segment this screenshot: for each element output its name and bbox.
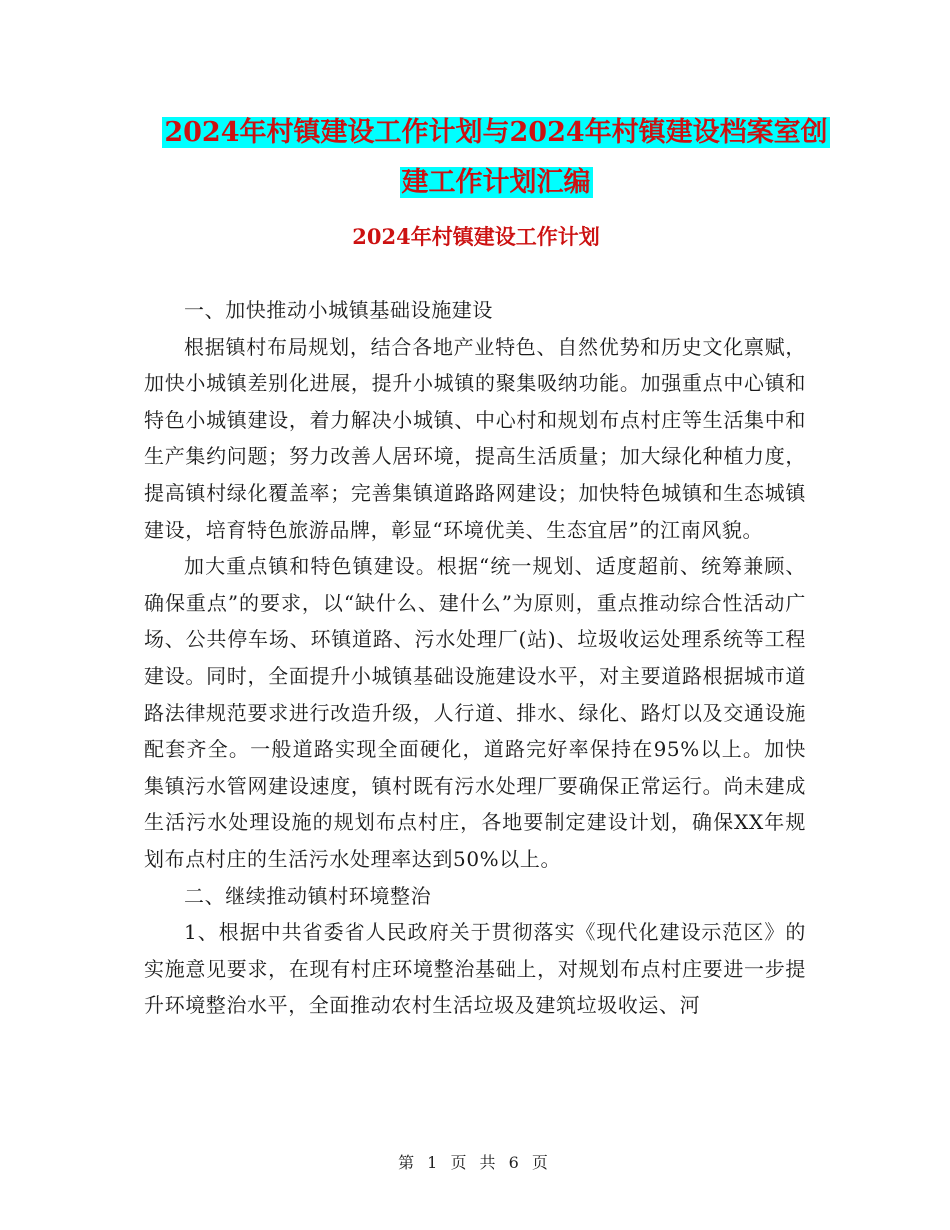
document-title [120,108,872,208]
heading-2: 二、继续推动镇村环境整治 [184,883,432,908]
page-footer: 第 1 页 共 6 页 [398,1153,552,1172]
paragraph-2: 加大重点镇和特色镇建设。根据“统一规划、适度超前、统筹兼顾、确保重点”的要求，以“缺什么、建什么”为原则，重点推动综合性活动广场、公共停车场、环镇道路、污水处理厂(站)、垃圾收运处理系统等工程建设。同时，全面提升小城镇基础设施建设水平，对主要道路根据城市道路法律规范要求进行改造升级，人行道、排水、绿化、路灯以及交通设施配套齐全。一般道路实现全面硬化，道路完好率保持在95%以上。加快集镇污水管网建设速度，镇村既有污水处理厂要确保正常运行。尚未建成生活污水处理设施的规划布点村庄，各地要制定建设计划，确保XX年规划布点村庄的生活污水处理率达到50%以上。 [144,554,806,871]
document-title-line-1: 2024年村镇建设工作计划与2024年村镇建设档案室创 [164,117,828,148]
paragraph-1: 根据镇村布局规划，结合各地产业特色、自然优势和历史文化禀赋，加快小城镇差别化进展，提升小城镇的聚集吸纳功能。加强重点中心镇和特色小城镇建设，着力解决小城镇、中心村和规划布点村庄等生活集中和生产集约问题；努力改善人居环境，提高生活质量；加大绿化种植力度，提高镇村绿化覆盖率；完善集镇道路路网建设；加快特色城镇和生态城镇建设，培育特色旅游品牌，彰显“环境优美、生态宜居”的江南风貌。 [144,334,806,542]
document-title-line-2: 建工作计划汇编 [401,167,591,198]
heading-1: 一、加快推动小城镇基础设施建设 [184,298,493,322]
document-body [144,292,806,1024]
paragraph-3: 1、根据中共省委省人民政府关于贯彻落实《现代化建设示范区》的实施意见要求，在现有村庄环境整治基础上，对规划布点村庄要进一步提升环境整治水平，全面推动农村生活垃圾及建筑垃圾收运、河 [144,920,806,1018]
section-title: 2024年村镇建设工作计划 [352,224,600,249]
